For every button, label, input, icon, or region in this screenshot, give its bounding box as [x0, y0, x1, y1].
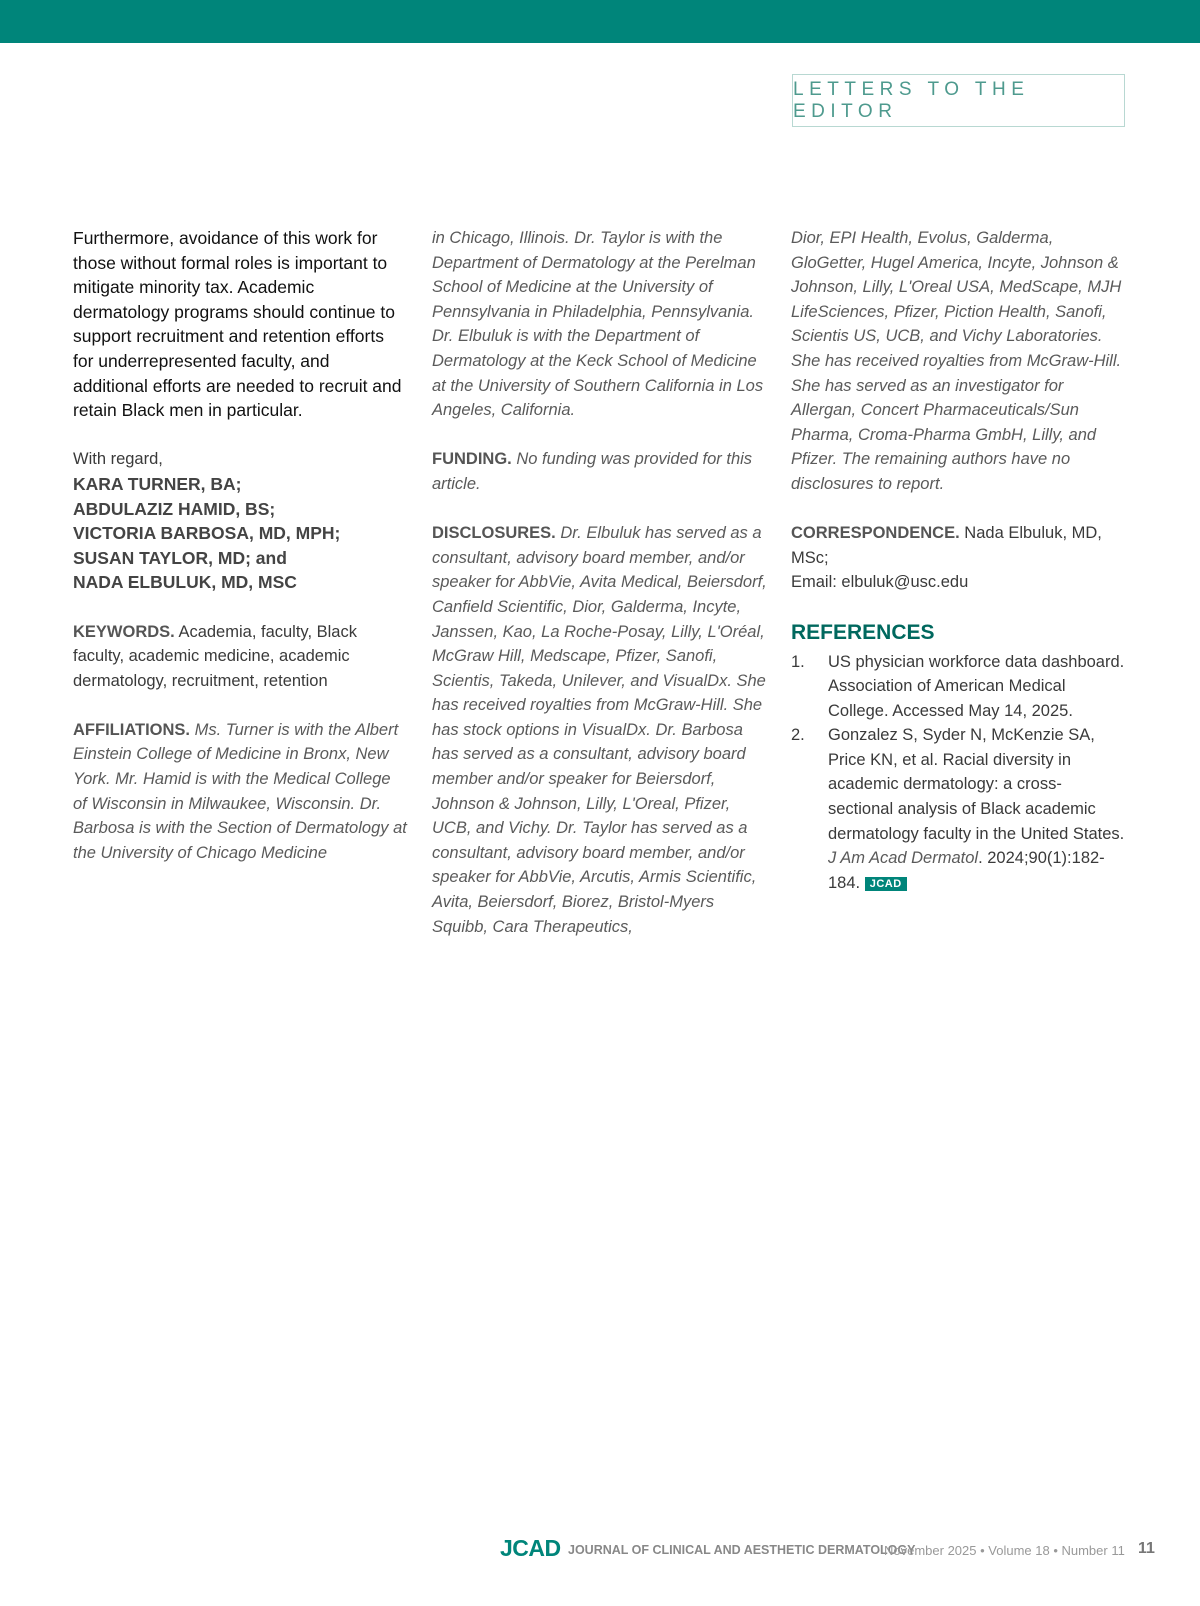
- affiliations-continued: in Chicago, Illinois. Dr. Taylor is with the Department of Dermatology at the Perelman School of Medicine at the University of Pennsylvania in Philadelphia, Pennsylvania. Dr. Elbuluk is with the Department of Dermatology at the Keck School of Medicine at the University of Southern California in Los Angeles, California.: [432, 229, 764, 420]
- journal-name: JOURNAL OF CLINICAL AND AESTHETIC DERMATOLOGY: [568, 1543, 916, 1557]
- author-name: VICTORIA BARBOSA, MD, MPH;: [73, 523, 341, 544]
- page-footer: [0, 1537, 1200, 1561]
- reference-number: 2.: [791, 726, 805, 745]
- section-label-box: [792, 74, 1125, 127]
- keywords-paragraph: [73, 620, 408, 694]
- disclosures-label: DISCLOSURES.: [432, 524, 556, 543]
- top-accent-bar: [0, 0, 1200, 43]
- references-heading: REFERENCES: [791, 620, 935, 644]
- funding-text: No funding was provided for this article.: [432, 450, 753, 493]
- affiliations-label: AFFILIATIONS.: [73, 720, 191, 739]
- author-name: ABDULAZIZ HAMID, BS;: [73, 498, 276, 519]
- disclosures-text: Dr. Elbuluk has served as a consultant, advisory board member, and/or speaker for AbbVie, Avita Medical, Beiersdorf, Canfield Scientific, Dior, Galderma, Incyte, Janssen, Kao, La Roche-Posay, Lilly, L'Oréal, McGraw Hill, Medscape, Pfizer, Sanofi, Scientis, Takeda, Unilever, and VisualDx. She has received royalties from McGraw-Hill. She has stock options in VisualDx. Dr. Barbosa has served as a consultant, advisory board member and/or speaker for Beiersdorf, Johnson & Johnson, Lilly, L'Oreal, Pfizer, UCB, and Vichy. Dr. Taylor has served as a consultant, advisory board member, and/or speaker for AbbVie, Arcutis, Armis Scientific, Avita, Beiersdorf, Biorez, Bristol-Myers Squibb, Cara Therapeutics,: [432, 524, 767, 936]
- references-list: [791, 650, 1126, 896]
- reference-item: [791, 650, 1126, 724]
- funding-paragraph: [432, 447, 768, 496]
- correspondence-email[interactable]: Email: elbuluk@usc.edu: [791, 573, 969, 592]
- keywords-label: KEYWORDS.: [73, 622, 175, 641]
- author-name: KARA TURNER, BA;: [73, 473, 242, 494]
- affiliations-text: Ms. Turner is with the Albert Einstein College of Medicine in Bronx, New York. Mr. Hamid is with the Medical College of Wisconsin in Milwaukee, Wisconsin. Dr. Barbosa is with the Section of Dermatology at the University of Chicago Medicine: [73, 720, 407, 862]
- keywords-text: Academia, faculty, Black faculty, academic medicine, academic dermatology, recruitment, retention: [73, 622, 357, 690]
- reference-text: US physician workforce data dashboard. Association of American Medical College. Accessed May 14, 2025.: [828, 652, 1125, 720]
- section-label: LETTERS TO THE EDITOR: [793, 78, 1030, 122]
- signature-block: [73, 447, 408, 595]
- issue-info: November 2025 • Volume 18 • Number 11: [884, 1543, 1125, 1558]
- disclosures-paragraph: [432, 521, 768, 939]
- signoff: With regard,: [73, 450, 163, 469]
- page-number: 11: [1138, 1540, 1155, 1557]
- jcad-link-badge[interactable]: JCAD: [865, 877, 907, 891]
- column-2: [432, 226, 768, 964]
- author-name: SUSAN TAYLOR, MD; and: [73, 547, 287, 568]
- reference-number: 1.: [791, 652, 805, 671]
- reference-item: [791, 723, 1126, 895]
- jcad-logo: JCAD: [500, 1535, 561, 1561]
- correspondence-label: CORRESPONDENCE.: [791, 524, 960, 543]
- affiliations-paragraph: [73, 718, 408, 866]
- correspondence-name: Nada Elbuluk, MD, MSc;: [791, 524, 1102, 567]
- column-3: [791, 226, 1126, 895]
- author-name: NADA ELBULUK, MD, MSC: [73, 572, 297, 593]
- reference-text: Gonzalez S, Syder N, McKenzie SA, Price KN, et al. Racial diversity in academic dermatology: a cross-sectional analysis of Black academic dermatology faculty in the United States.: [828, 726, 1125, 843]
- reference-journal: J Am Acad Dermatol: [828, 849, 979, 868]
- correspondence-paragraph: [791, 521, 1126, 595]
- closing-paragraph: Furthermore, avoidance of this work for those without formal roles is important to mitigate minority tax. Academic dermatology programs should continue to support recruitment and retention efforts for underrepresented faculty, and additional efforts are needed to recruit and retain Black men in particular.: [73, 228, 402, 421]
- disclosures-continued: Dior, EPI Health, Evolus, Galderma, GloGetter, Hugel America, Incyte, Johnson & Johnson, Lilly, L'Oreal USA, MedScape, MJH LifeSciences, Pfizer, Piction Health, Sanofi, Scientis US, UCB, and Vichy Laboratories. She has received royalties from McGraw-Hill. She has served as an investigator for Allergan, Concert Pharmaceuticals/Sun Pharma, Croma-Pharma GmbH, Lilly, and Pfizer. The remaining authors have no disclosures to report.: [791, 229, 1122, 493]
- reference-citation: . 2024;90(1):182-184.: [828, 849, 1105, 892]
- funding-label: FUNDING.: [432, 450, 512, 469]
- column-1: [73, 226, 408, 890]
